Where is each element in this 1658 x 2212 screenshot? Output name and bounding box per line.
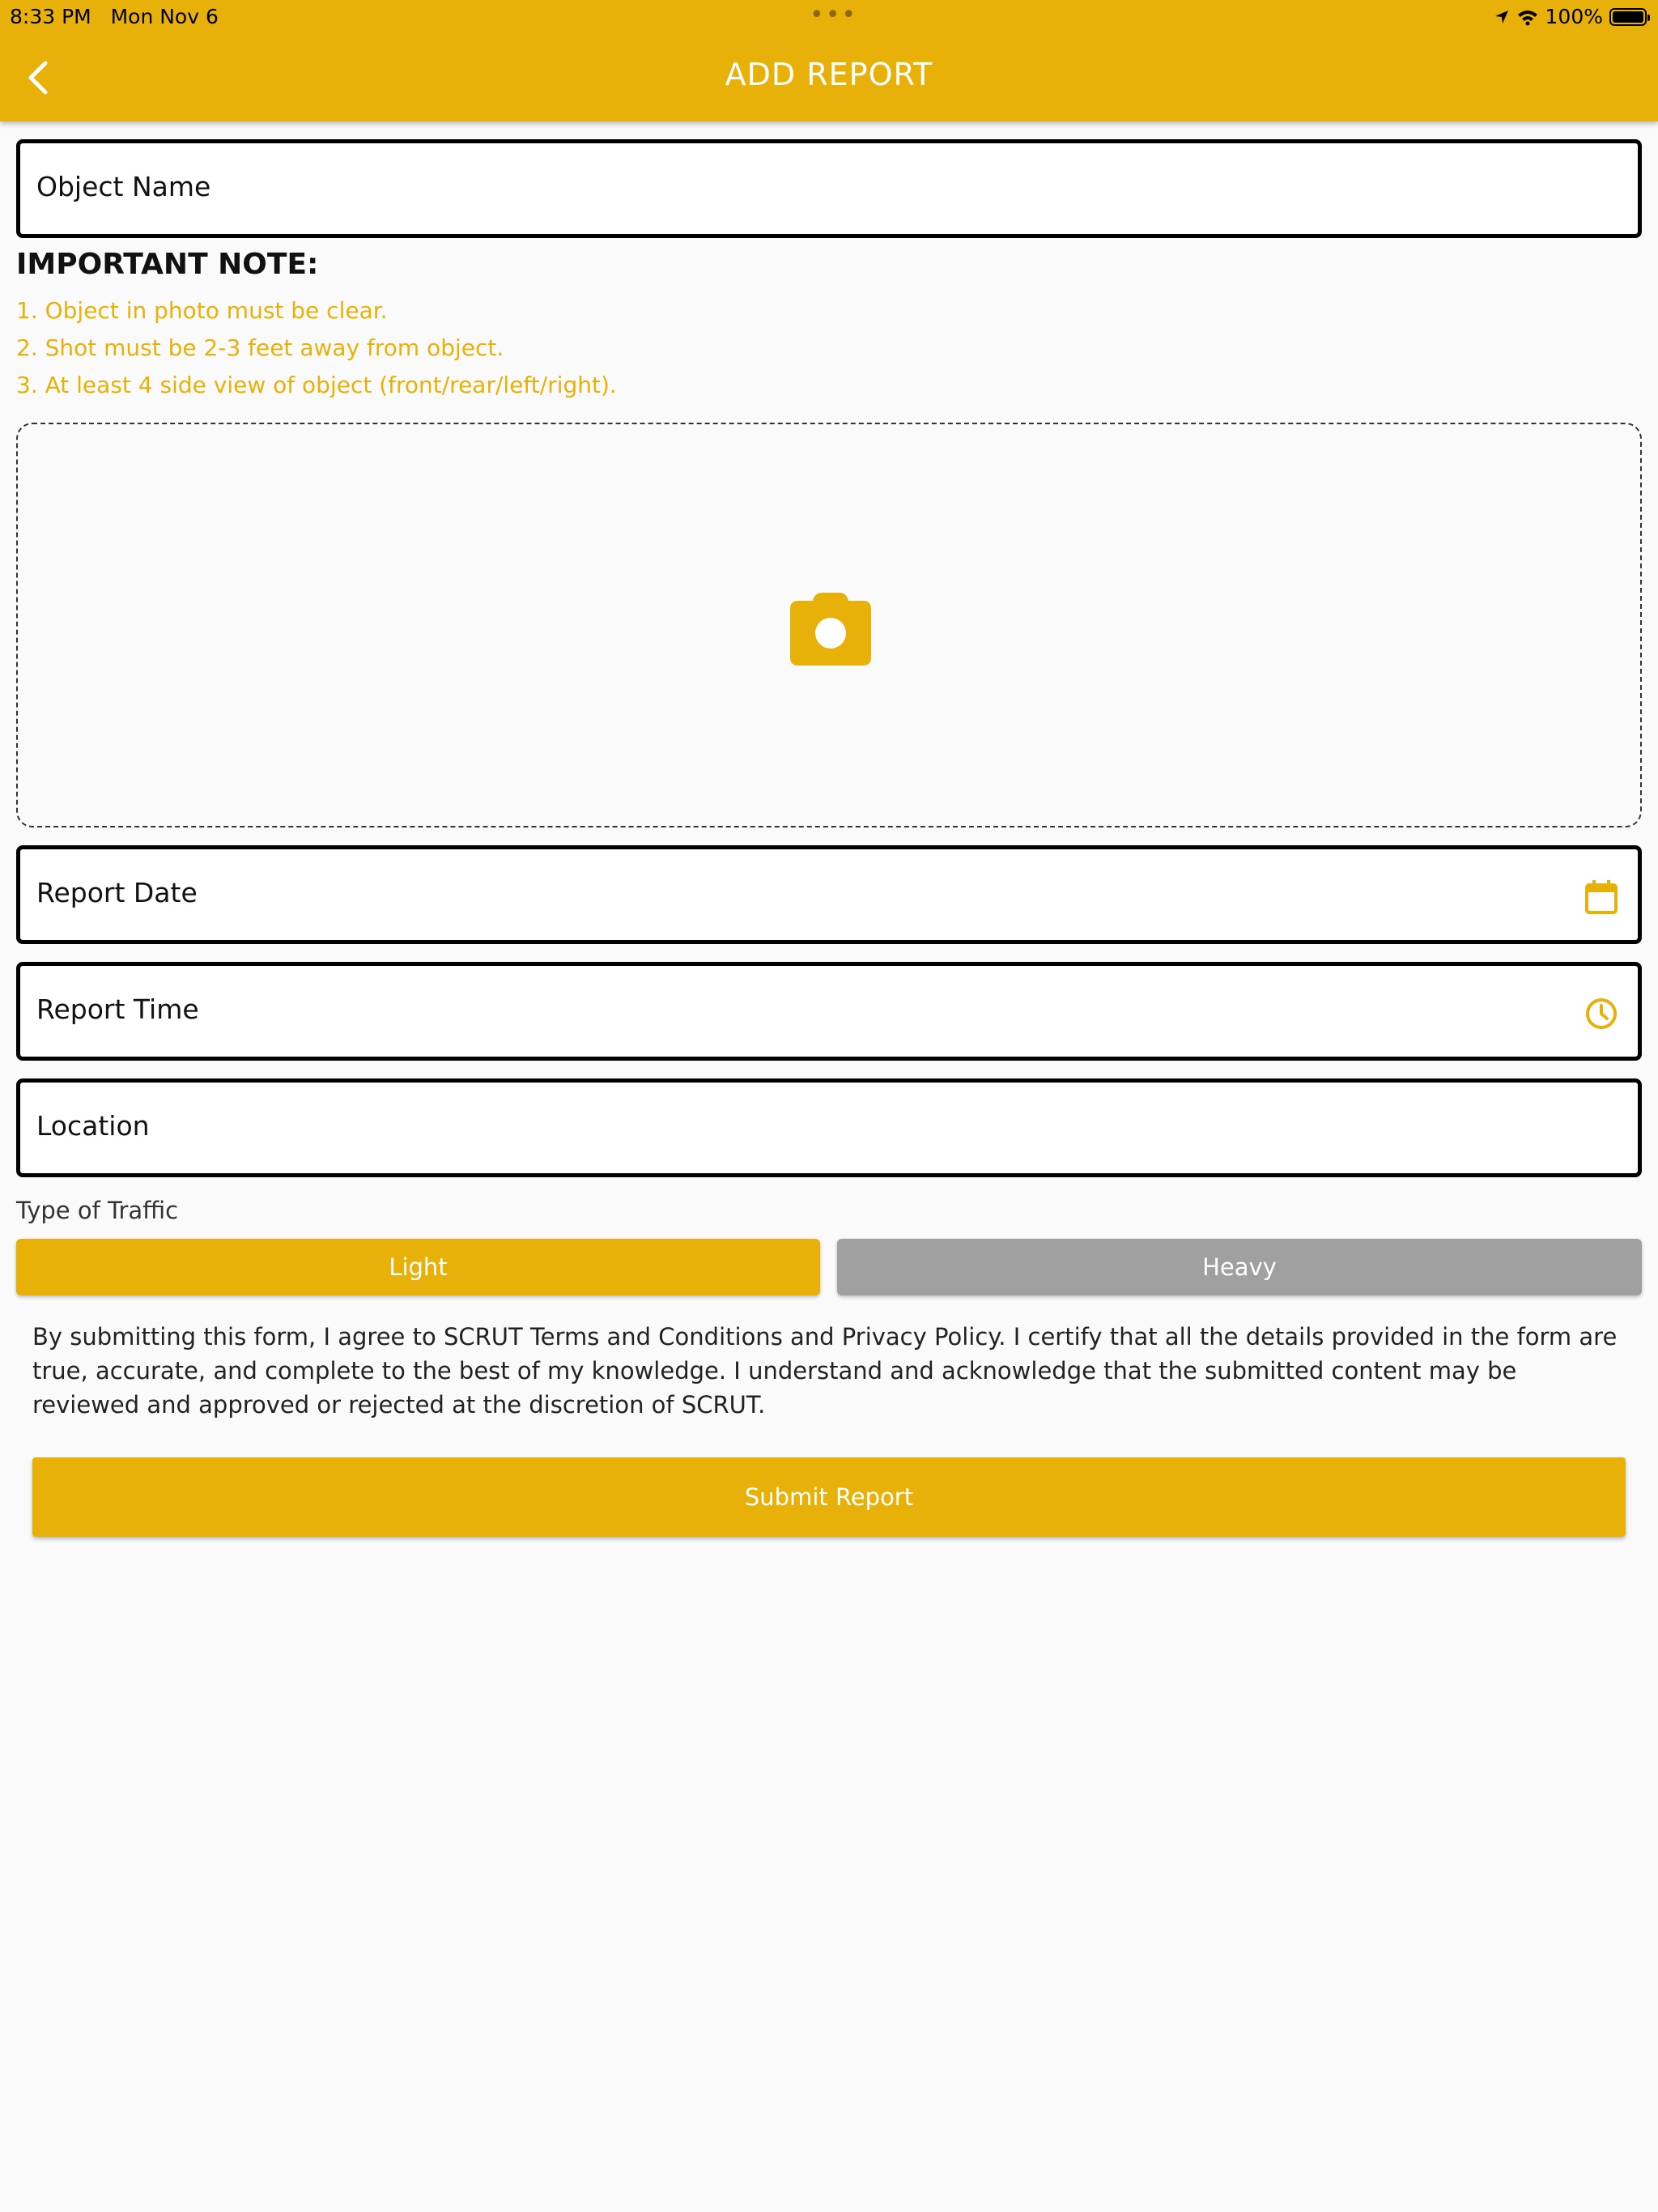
camera-icon[interactable] [789, 589, 873, 667]
object-name-label: Object Name [36, 171, 211, 202]
report-date-label: Report Date [36, 877, 198, 908]
app-bar [0, 0, 1658, 121]
page-title: ADD REPORT [725, 57, 933, 92]
important-note-title: IMPORTANT NOTE: [16, 248, 319, 281]
location-field[interactable] [16, 1078, 1642, 1177]
note-line-1: 1. Object in photo must be clear. [16, 297, 388, 324]
note-line-3: 3. At least 4 side view of object (front/rear/left/right). [16, 372, 617, 398]
submit-report-button[interactable]: Submit Report [32, 1457, 1626, 1537]
status-date-text: Mon Nov 6 [110, 5, 219, 28]
multitasking-dots-icon[interactable]: ••• [810, 1, 858, 29]
note-line-2: 2. Shot must be 2-3 feet away from object. [16, 334, 504, 361]
status-right [1494, 5, 1647, 28]
report-time-field[interactable] [16, 962, 1642, 1061]
object-name-field[interactable] [16, 139, 1642, 238]
status-time [10, 5, 219, 28]
traffic-heavy-button[interactable]: Heavy [837, 1239, 1642, 1295]
traffic-type-label: Type of Traffic [16, 1197, 179, 1224]
calendar-icon[interactable] [1583, 878, 1620, 916]
location-arrow-icon [1494, 9, 1510, 25]
wifi-icon [1516, 8, 1539, 26]
battery-icon [1609, 8, 1647, 26]
terms-text: By submitting this form, I agree to SCRUT Terms and Conditions and Privacy Policy. I certify that all the details provided in the form are true, accurate, and complete to the best of my knowledge. I understand and acknowledge that the submitted content may be reviewed and approved or rejected at the discretion of SCRUT. [32, 1323, 1618, 1419]
traffic-light-button[interactable]: Light [16, 1239, 820, 1295]
clock-icon[interactable] [1583, 995, 1620, 1032]
report-time-label: Report Time [36, 993, 199, 1025]
photo-upload-area[interactable] [16, 423, 1642, 827]
battery-percent: 100% [1545, 5, 1603, 28]
status-bar [0, 0, 1658, 34]
report-date-field[interactable] [16, 845, 1642, 944]
status-time-text: 8:33 PM [10, 5, 91, 28]
location-label: Location [36, 1110, 150, 1142]
